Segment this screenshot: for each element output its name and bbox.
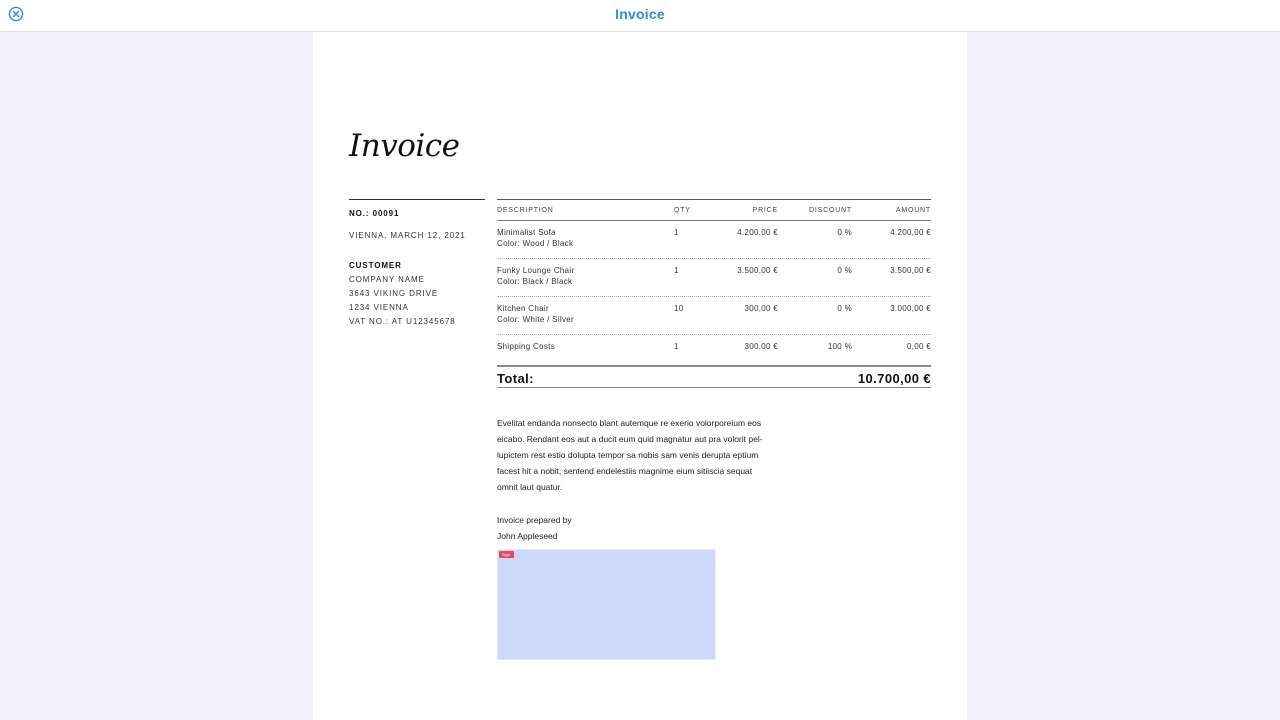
item-amount: 4.200,00 € [890, 228, 931, 237]
header-price: PRICE [752, 207, 778, 214]
customer-label: CUSTOMER [349, 261, 402, 270]
notes-line: Evelitat endanda nonsecto blant autemque re exerio volorporeium eos [497, 418, 762, 428]
customer-vat: VAT NO.: AT U12345678 [349, 317, 456, 326]
document-heading: Invoice [349, 128, 460, 164]
item-discount: 100 % [827, 342, 852, 351]
item-price: 300,00 € [744, 304, 778, 313]
table-row [497, 297, 931, 335]
item-amount: 3.000,00 € [890, 304, 931, 313]
table-row [497, 221, 931, 259]
prepared-label: Invoice prepared by [497, 515, 572, 525]
total-value: 10.700,00 € [857, 371, 931, 386]
notes-line: lupictem rest estio dolupta tempor sa nobis sam venis derupta eptium [497, 450, 759, 460]
item-description [497, 303, 574, 325]
item-discount: 0 % [837, 228, 852, 237]
preparer-name: John Appleseed [497, 531, 558, 541]
item-name: Kitchen Chair [497, 304, 549, 313]
item-amount: 0,00 € [906, 342, 931, 351]
item-price: 300,00 € [744, 342, 778, 351]
document-page[interactable] [313, 32, 967, 720]
header-qty: QTY [674, 207, 691, 214]
notes-line: eicabo. Rendant eos aut a ducit eum quid magnatur aut pra volorit pel- [497, 434, 763, 444]
signature-field[interactable] [497, 549, 716, 660]
customer-street: 3643 VIKING DRIVE [349, 289, 439, 298]
top-bar [0, 0, 1280, 32]
customer-city: 1234 VIENNA [349, 303, 409, 312]
window-title: Invoice [615, 6, 665, 22]
item-qty: 1 [674, 228, 679, 237]
signature-tag: Sign [499, 551, 514, 558]
item-variant: Color: Wood / Black [497, 239, 574, 248]
line-items-table [497, 199, 931, 388]
item-description [497, 341, 555, 352]
item-description [497, 265, 574, 287]
item-name: Funky Lounge Chair [497, 266, 575, 275]
invoice-number: NO.: 00091 [349, 209, 400, 218]
invoice-notes [497, 415, 777, 495]
total-row [497, 367, 931, 388]
item-qty: 10 [674, 304, 684, 313]
item-price: 4.200,00 € [737, 228, 778, 237]
table-row [497, 335, 931, 367]
header-discount: DISCOUNT [809, 207, 852, 214]
item-name: Shipping Costs [497, 342, 556, 351]
notes-line: facest hit a nobit, sentend endelestiis magnime eium sitiiscia sequat [497, 466, 753, 476]
invoice-meta [349, 199, 485, 329]
total-label: Total: [497, 371, 534, 386]
item-price: 3.500,00 € [737, 266, 778, 275]
table-header [497, 200, 931, 221]
item-description [497, 227, 573, 249]
item-discount: 0 % [837, 266, 852, 275]
item-variant: Color: White / Silver [497, 315, 574, 324]
item-qty: 1 [674, 342, 679, 351]
item-name: Minimalist Sofa [497, 228, 556, 237]
prepared-by [497, 512, 572, 544]
invoice-place-date: VIENNA, MARCH 12, 2021 [349, 231, 466, 240]
item-variant: Color: Black / Black [497, 277, 573, 286]
item-qty: 1 [674, 266, 679, 275]
notes-line: omnit laut quatur. [497, 482, 563, 492]
item-amount: 3.500,00 € [890, 266, 931, 275]
table-row [497, 259, 931, 297]
item-discount: 0 % [837, 304, 852, 313]
header-description: DESCRIPTION [497, 207, 554, 214]
customer-name: COMPANY NAME [349, 275, 425, 284]
header-amount: AMOUNT [895, 207, 931, 214]
